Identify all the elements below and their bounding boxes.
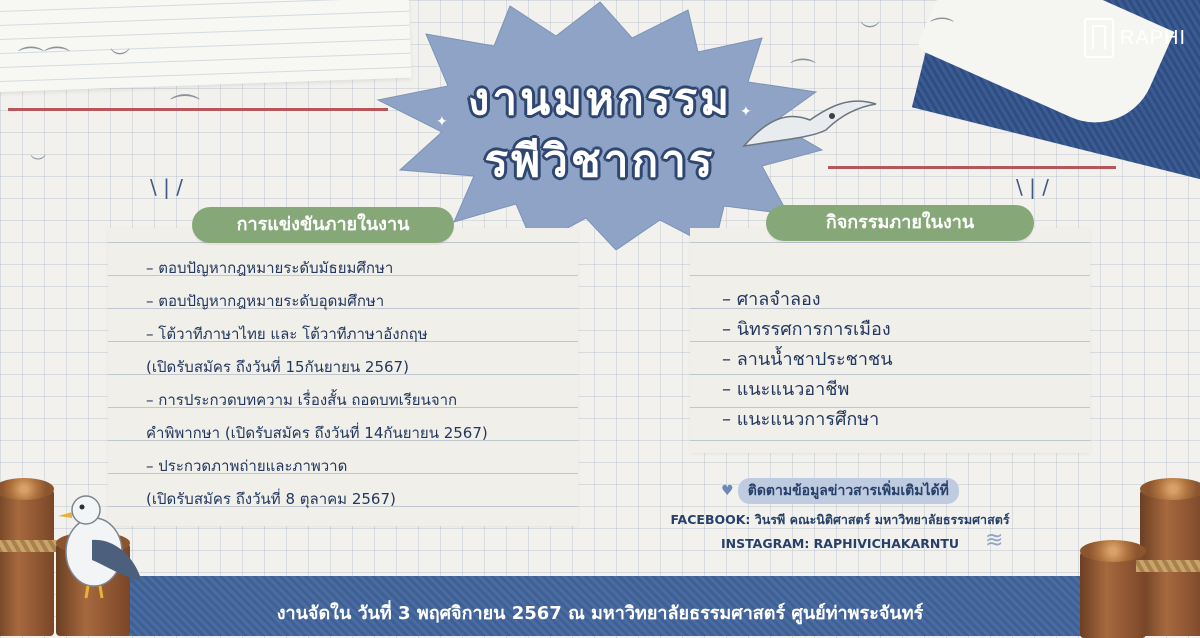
list-item: – ลานน้ำชาประชาชน — [722, 349, 893, 370]
raphi-logo — [1084, 18, 1186, 58]
list-item: – ประกวดภาพถ่ายและภาพวาด — [146, 457, 348, 475]
seagull-icon — [740, 86, 880, 156]
seagull-icon: ⌒ — [170, 93, 200, 128]
list-item: – แนะแนวการศึกษา — [722, 409, 880, 430]
logo-text: RAPHI — [1119, 26, 1186, 49]
title-line-1: งานมหกรรม — [467, 74, 733, 125]
list-item: (เปิดรับสมัคร ถึงวันที่ 8 ตุลาคม 2567) — [146, 490, 396, 508]
list-item: คำพิพากษา (เปิดรับสมัคร ถึงวันที่ 14กันยายน 2567) — [146, 424, 488, 442]
facebook-link[interactable]: FACEBOOK: วินรพี คณะนิติศาสตร์ มหาวิทยาลัยธรรมศาสตร์ — [670, 512, 1010, 527]
sparkle-rays-icon: \ | / — [150, 175, 183, 199]
red-line-decoration — [828, 166, 1116, 169]
rope-decoration — [1136, 560, 1200, 572]
competitions-heading: การแข่งขันภายในงาน — [192, 207, 454, 243]
building-icon — [1084, 18, 1114, 58]
activities-heading: กิจกรรมภายในงาน — [766, 205, 1034, 241]
seagull-icon: ︶ — [30, 153, 47, 172]
seagull-icon: ⌒ — [790, 58, 817, 88]
seagull-icon: ︶ — [110, 46, 130, 70]
instagram-link[interactable]: INSTAGRAM: RAPHIVICHAKARNTU — [720, 536, 960, 551]
wood-stump-top — [1080, 540, 1146, 562]
rope-decoration — [0, 540, 58, 552]
list-item: – แนะแนวอาชีพ — [722, 379, 850, 400]
heart-icon: ♥ — [721, 483, 734, 499]
seagull-icon: ⌒ — [930, 16, 954, 44]
wave-swirl-icon: ≋ — [985, 528, 1004, 553]
title-line-2: รพีวิชาการ — [484, 136, 716, 187]
contact-heading: ติดตามข้อมูลข่าวสารเพิ่มเติมได้ที่ — [738, 478, 959, 504]
list-item: – นิทรรศการการเมือง — [722, 319, 891, 340]
wood-stump-top — [1140, 478, 1200, 500]
list-item: – ตอบปัญหากฎหมายระดับมัธยมศึกษา — [146, 259, 394, 277]
seagull-icon: ⌒⌒ — [18, 46, 71, 76]
svg-text:✦: ✦ — [740, 104, 752, 120]
list-item: – ตอบปัญหากฎหมายระดับอุดมศึกษา — [146, 292, 385, 310]
contact-info — [600, 478, 1080, 551]
footer-event-info: งานจัดใน วันที่ 3 พฤศจิกายน 2567 ณ มหาวิทยาลัยธรรมศาสตร์ ศูนย์ท่าพระจันทร์ — [276, 603, 924, 624]
list-item: – ศาลจำลอง — [722, 289, 821, 310]
seagull-icon: ︶ — [860, 19, 880, 43]
list-item: (เปิดรับสมัคร ถึงวันที่ 15กันยายน 2567) — [146, 358, 409, 376]
sparkle-rays-icon: \ | / — [1016, 175, 1049, 199]
svg-text:✦: ✦ — [436, 114, 448, 130]
list-item: – โต้วาทีภาษาไทย และ โต้วาทีภาษาอังกฤษ — [146, 325, 428, 343]
list-item: – การประกวดบทความ เรื่องสั้น ถอดบทเรียนจาก — [146, 391, 458, 409]
wood-stump — [0, 486, 54, 636]
seagull-icon — [52, 490, 146, 600]
